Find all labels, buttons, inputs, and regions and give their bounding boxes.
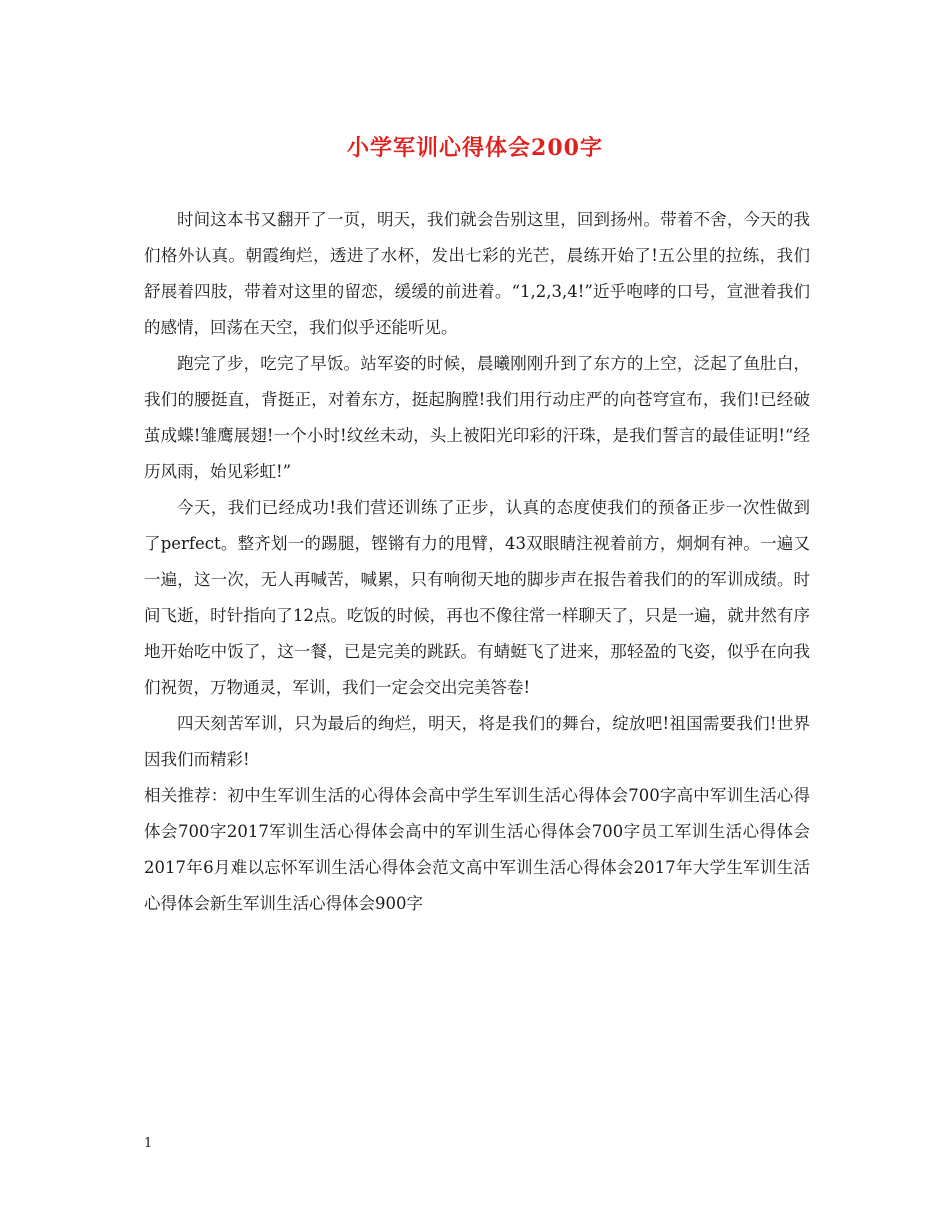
paragraph-4: 四天刻苦军训，只为最后的绚烂，明天，将是我们的舞台，绽放吧!祖国需要我们!世界因我们而精彩! [144,714,810,769]
page-number: 1 [144,1136,153,1151]
document-title: 小学军训心得体会200字 [347,135,603,161]
paragraph-1: 时间这本书又翻开了一页，明天，我们就会告别这里，回到扬州。带着不舍，今天的我们格外认真。朝霞绚烂，透进了水杯，发出七彩的光芒，晨练开始了!五公里的拉练，我们舒展着四肢，带着对这里的留恋，缓缓的前进着。“1,2,3,4!”近乎咆哮的口号，宣泄着我们的感情，回荡在天空，我们似乎还能听见。 [144,210,810,337]
related-recommendations: 相关推荐：初中生军训生活的心得体会高中学生军训生活心得体会700字高中军训生活心得体会700字2017军训生活心得体会高中的军训生活心得体会700字员工军训生活心得体会2017年6月难以忘怀军训生活心得体会范文高中军训生活心得体会2017年大学生军训生活心得体会新生军训生活心得体会900字 [144,786,810,913]
paragraph-2: 跑完了步，吃完了早饭。站军姿的时候，晨曦刚刚升到了东方的上空，泛起了鱼肚白，我们的腰挺直，背挺正，对着东方，挺起胸膛!我们用行动庄严的向苍穹宣布，我们!已经破茧成蝶!雏鹰展翅!一个小时!纹丝未动，头上被阳光印彩的汗珠，是我们誓言的最佳证明!“经历风雨，始见彩虹!” [144,354,810,481]
paragraph-3: 今天，我们已经成功!我们营还训练了正步，认真的态度使我们的预备正步一次性做到了perfect。整齐划一的踢腿，铿锵有力的甩臂，43双眼睛注视着前方，炯炯有神。一遍又一遍，这一次，无人再喊苦，喊累，只有响彻天地的脚步声在报告着我们的的军训成绩。时间飞逝，时针指向了12点。吃饭的时候，再也不像往常一样聊天了，只是一遍，就井然有序地开始吃中饭了，这一餐，已是完美的跳跃。有蜻蜓飞了进来，那轻盈的飞姿，似乎在向我们祝贺，万物通灵，军训，我们一定会交出完美答卷! [144,498,810,697]
document-body [144,202,810,922]
